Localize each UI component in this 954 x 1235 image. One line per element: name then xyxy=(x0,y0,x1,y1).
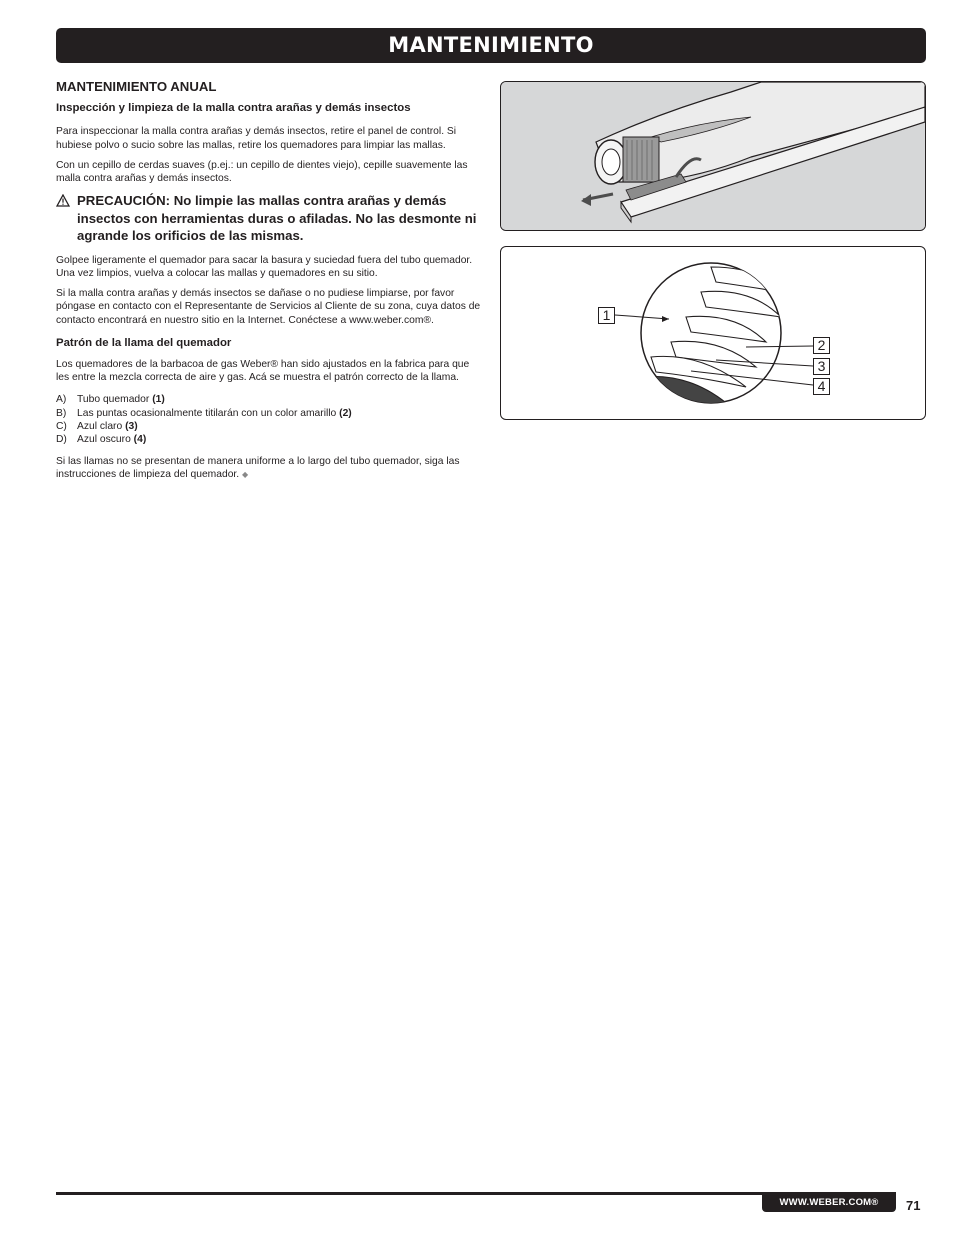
main-text-column xyxy=(56,78,484,489)
section-heading: MANTENIMIENTO ANUAL xyxy=(56,79,217,94)
caution-block xyxy=(56,192,484,245)
page-number: 71 xyxy=(906,1198,921,1213)
callout-3: 3 xyxy=(813,358,830,375)
list-item: A) Tubo quemador (1) xyxy=(56,394,165,406)
callout-2: 2 xyxy=(813,337,830,354)
paragraph-flame: Los quemadores de la barbacoa de gas Weber® han sido ajustados en la fabrica para que les entre la mezcla correcta de aire y gas. Acá se muestra el patrón correcto de la llama. xyxy=(56,358,470,384)
list-item: D) Azul oscuro (4) xyxy=(56,433,147,445)
list-item: C) Azul claro (3) xyxy=(56,420,138,432)
paragraph-uneven-flames: Si las llamas no se presentan de manera uniforme a lo largo del tubo quemador, siga las instrucciones de limpieza del quemador. ◆ xyxy=(56,456,460,481)
paragraph-inspect: Para inspeccionar la malla contra arañas y demás insectos, retire el panel de control. Si hubiese polvo o sucio sobre las mallas, retire los quemadores para limpiar las mallas. xyxy=(56,126,457,151)
subheading-screen-inspection: Inspección y limpieza de la malla contra arañas y demás insectos xyxy=(56,102,411,115)
flame-list xyxy=(56,393,484,446)
warning-triangle-icon xyxy=(56,192,77,245)
paragraph-tap-burner: Golpee ligeramente el quemador para sacar la basura y suciedad fuera del tubo quemador. Una vez limpios, vuelva a colocar las mallas y quemadores en su sitio. xyxy=(56,254,473,279)
page-title-bar xyxy=(56,28,926,63)
end-diamond-icon: ◆ xyxy=(242,470,249,480)
callout-1: 1 xyxy=(598,307,615,324)
page-title: MANTENIMIENTO xyxy=(388,33,594,57)
callout-4: 4 xyxy=(813,378,830,395)
burner-brush-illustration xyxy=(500,81,926,231)
flame-pattern-illustration xyxy=(500,246,926,420)
paragraph-contact: Si la malla contra arañas y demás insectos se dañase o no pudiese limpiarse, por favor póngase en contacto con el Representante de Servicios al Cliente de su zona, cuya datos de contacto encontrará en nuestro sitio en la Internet. Conéctese a www.weber.com®. xyxy=(56,288,481,326)
subheading-flame-pattern: Patrón de la llama del quemador xyxy=(56,336,232,349)
paragraph-brush: Con un cepillo de cerdas suaves (p.ej.: un cepillo de dientes viejo), cepille suavemente las malla contra arañas y demás insectos. xyxy=(56,159,468,185)
footer-website: WWW.WEBER.COM® xyxy=(762,1194,896,1212)
list-item: B) Las puntas ocasionalmente titilarán con un color amarillo (2) xyxy=(56,407,352,419)
caution-text: PRECAUCIÓN: No limpie las mallas contra arañas y demás insectos con herramientas duras o afiladas. No las desmonte ni agrande los orificios de las mismas. xyxy=(77,193,477,244)
